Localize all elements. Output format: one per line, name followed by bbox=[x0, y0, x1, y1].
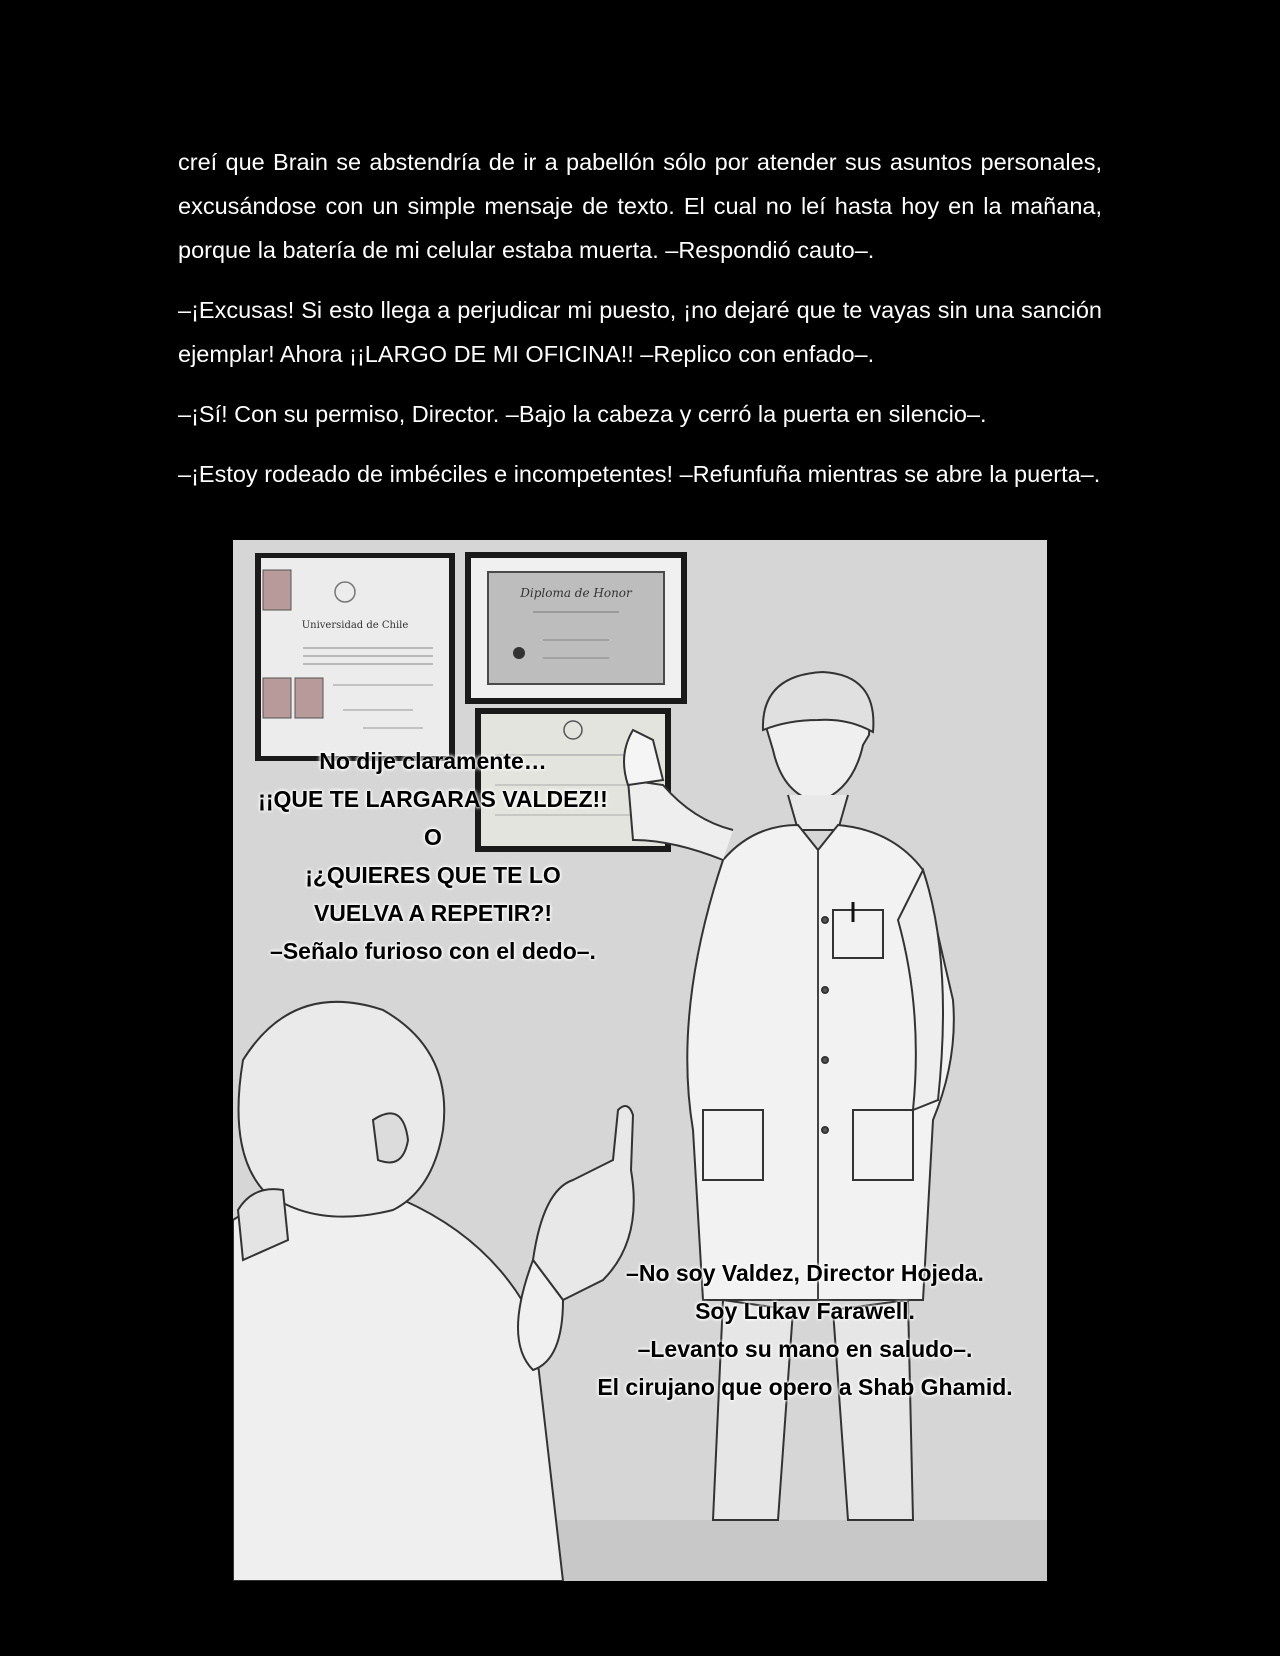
bubble-line: No dije claramente… bbox=[319, 748, 547, 774]
bubble-line: Soy Lukav Farawell. bbox=[695, 1298, 915, 1324]
bubble-line: ¡¡QUE TE LARGARAS VALDEZ!! bbox=[258, 786, 608, 812]
speech-bubble-doctor bbox=[563, 1254, 1047, 1406]
speech-bubble-director bbox=[233, 742, 633, 970]
bubble-line: O bbox=[424, 824, 442, 850]
certificate-left-title: Universidad de Chile bbox=[301, 620, 409, 631]
paragraph: –¡Sí! Con su permiso, Director. –Bajo la cabeza y cerró la puerta en silencio–. bbox=[178, 401, 987, 427]
bubble-line: –Levanto su mano en saludo–. bbox=[637, 1336, 973, 1362]
bubble-line: –Señalo furioso con el dedo–. bbox=[270, 938, 596, 964]
diploma-title: Diploma de Honor bbox=[520, 586, 632, 600]
certificate-left bbox=[255, 553, 455, 761]
paragraph: –¡Excusas! Si esto llega a perjudicar mi puesto, ¡no dejaré que te vayas sin una sanción ejemplar! Ahora ¡¡LARGO DE MI OFICINA!! –Replico con enfado–. bbox=[178, 297, 1102, 367]
bubble-line: ¡¿QUIERES QUE TE LO bbox=[305, 862, 561, 888]
story-text bbox=[178, 140, 1102, 512]
comic-panel bbox=[233, 540, 1047, 1581]
paragraph: –¡Estoy rodeado de imbéciles e incompetentes! –Refunfuña mientras se abre la puerta–. bbox=[178, 461, 1101, 487]
diploma-frame bbox=[465, 552, 687, 704]
bubble-line: El cirujano que opero a Shab Ghamid. bbox=[597, 1374, 1013, 1400]
comic-illustration bbox=[233, 540, 1047, 1581]
bubble-line: –No soy Valdez, Director Hojeda. bbox=[626, 1260, 984, 1286]
bubble-line: VUELVA A REPETIR?! bbox=[313, 900, 553, 926]
paragraph: creí que Brain se abstendría de ir a pabellón sólo por atender sus asuntos personales, excusándose con un simple mensaje de texto. El cual no leí hasta hoy en la mañana, porque la batería de mi celular estaba muerta. –Respondió cauto–. bbox=[178, 149, 1102, 263]
